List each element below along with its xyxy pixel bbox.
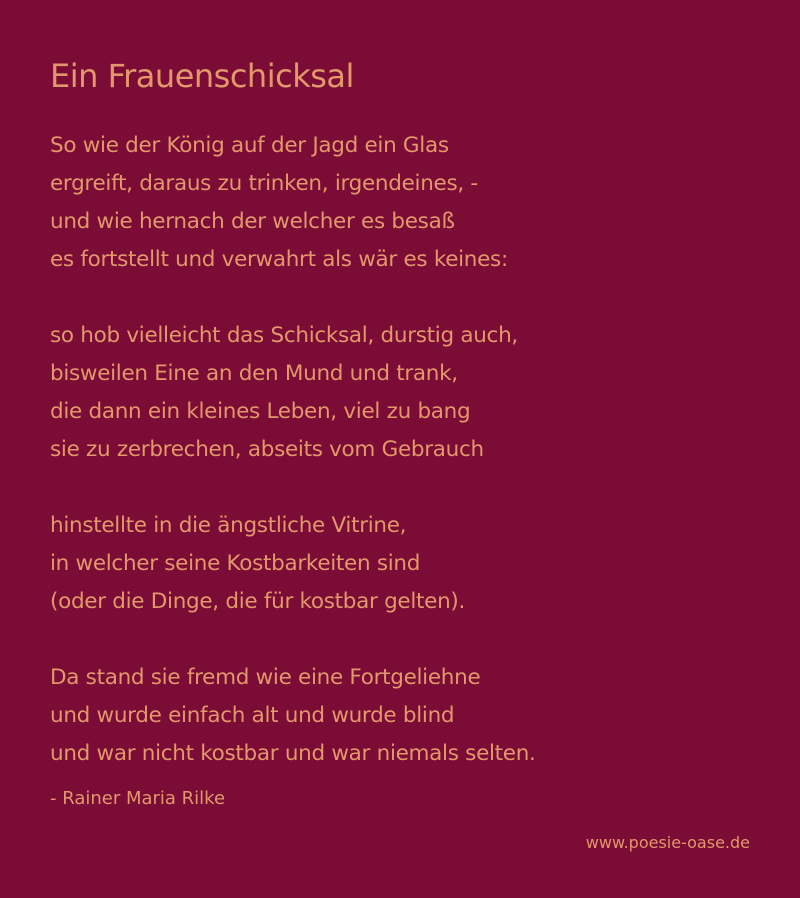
- poem-title: Ein Frauenschicksal: [50, 57, 354, 95]
- poem-line: ergreift, daraus zu trinken, irgendeines, -: [50, 171, 478, 196]
- poem-line: So wie der König auf der Jagd ein Glas: [50, 133, 449, 158]
- poem-body: [50, 127, 536, 773]
- poem-line: Da stand sie fremd wie eine Fortgeliehne: [50, 665, 481, 690]
- poem-author: - Rainer Maria Rilke: [50, 788, 226, 809]
- poem-stanza: [50, 507, 536, 621]
- poem-line: und wie hernach der welcher es besaß: [50, 209, 455, 234]
- poem-line: (oder die Dinge, die für kostbar gelten).: [50, 589, 466, 614]
- poem-line: und war nicht kostbar und war niemals selten.: [50, 741, 536, 766]
- poem-stanza: [50, 659, 536, 773]
- poem-stanza: [50, 317, 536, 469]
- poem-line: so hob vielleicht das Schicksal, durstig auch,: [50, 323, 518, 348]
- poem-line: sie zu zerbrechen, abseits vom Gebrauch: [50, 437, 484, 462]
- poem-line: die dann ein kleines Leben, viel zu bang: [50, 399, 471, 424]
- poem-line: es fortstellt und verwahrt als wär es keines:: [50, 247, 508, 272]
- poem-line: hinstellte in die ängstliche Vitrine,: [50, 513, 407, 538]
- poem-line: und wurde einfach alt und wurde blind: [50, 703, 455, 728]
- website-link[interactable]: www.poesie-oase.de: [585, 833, 750, 852]
- poem-line: in welcher seine Kostbarkeiten sind: [50, 551, 421, 576]
- poem-stanza: [50, 127, 536, 279]
- poem-line: bisweilen Eine an den Mund und trank,: [50, 361, 458, 386]
